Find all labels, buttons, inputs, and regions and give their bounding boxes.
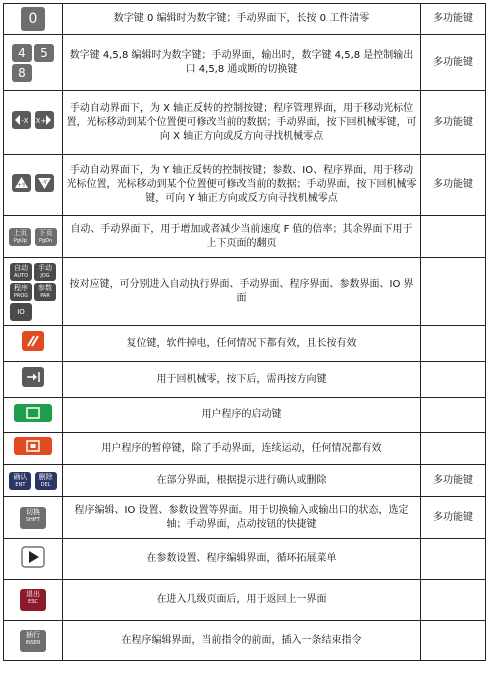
- io-key: IO: [10, 303, 32, 321]
- key-cell: [4, 621, 63, 661]
- page-up-key: 上页 PgUp: [9, 228, 31, 246]
- key-cell: [4, 326, 63, 362]
- table-row: [4, 362, 486, 398]
- mode-keys-group: [7, 263, 59, 321]
- key-cell: [4, 362, 63, 398]
- type-cell: [421, 398, 486, 433]
- key-cell: [4, 35, 63, 91]
- table-row: [4, 465, 486, 497]
- table-row: [4, 539, 486, 580]
- type-cell: 多功能键: [421, 4, 486, 35]
- y-axis-keys-icon: [11, 172, 55, 194]
- key-cell: [4, 155, 63, 216]
- table-row: [4, 580, 486, 621]
- description-cell: 自动、手动界面下，用于增加或者减少当前速度 F 值的倍率；其余界面下用于上下页面的翻页: [63, 216, 421, 258]
- key-cell: [4, 91, 63, 155]
- description-cell: 用户程序的暂停键，除了手动界面，连续运动，任何情况都有效: [63, 433, 421, 465]
- type-cell: 多功能键: [421, 91, 486, 155]
- type-cell: [421, 326, 486, 362]
- type-cell: [421, 580, 486, 621]
- key-cell: [4, 539, 63, 580]
- type-cell: [421, 362, 486, 398]
- description-cell: 复位键，软件掉电，任何情况下都有效，且长按有效: [63, 326, 421, 362]
- description-cell: 程序编辑、IO 设置、参数设置等界面。用于切换输入或输出口的状态，选定轴；手动界面，点动按钮的快捷键: [63, 497, 421, 539]
- jog-key: 手动 JOG: [34, 263, 56, 281]
- description-cell: 数字键 0 编辑时为数字键；手动界面下，长按 0 工件清零: [63, 4, 421, 35]
- key-cell: [4, 433, 63, 465]
- key-cell: [4, 465, 63, 497]
- key-function-table: [3, 3, 486, 661]
- type-cell: [421, 258, 486, 326]
- type-cell: 多功能键: [421, 155, 486, 216]
- type-cell: [421, 216, 486, 258]
- start-key-icon: [13, 403, 53, 423]
- number-keys-group: [12, 44, 54, 82]
- type-cell: 多功能键: [421, 497, 486, 539]
- type-cell: [421, 433, 486, 465]
- description-cell: 用户程序的启动键: [63, 398, 421, 433]
- x-axis-keys-icon: [11, 109, 55, 131]
- key-cell: [4, 258, 63, 326]
- description-cell: 按对应键，可分别进入自动执行界面、手动界面、程序界面、参数界面、IO 界面: [63, 258, 421, 326]
- table-row: [4, 216, 486, 258]
- description-cell: 在进入几级页面后，用于返回上一界面: [63, 580, 421, 621]
- type-cell: 多功能键: [421, 465, 486, 497]
- insert-key: 插行 INSER: [20, 630, 46, 652]
- page-down-key: 下页 PgDn: [35, 228, 57, 246]
- description-cell: 手动自动界面下，为 Y 轴正反转的控制按键；参数、IO、程序界面，用于移动光标位置，光标移动到某个位置便可修改当前的数据；手动界面，按下回机械零键，可向 Y 轴正方向或反方向寻找机械零点: [63, 155, 421, 216]
- home-key-icon: [21, 366, 45, 388]
- description-cell: 手动自动界面下，为 X 轴正反转的控制按键；程序管理界面，用于移动光标位置，光标移动到某个位置便可修改当前的数据；手动界面，按下回机械零键，可向 X 轴正方向或反方向寻找机械零点: [63, 91, 421, 155]
- key-4: 4: [12, 44, 32, 62]
- key-cell: [4, 398, 63, 433]
- table-row: [4, 326, 486, 362]
- pause-key-icon: [13, 436, 53, 456]
- key-cell: [4, 216, 63, 258]
- table-row: [4, 497, 486, 539]
- key-cell: [4, 4, 63, 35]
- description-cell: 在部分界面，根据提示进行确认或删除: [63, 465, 421, 497]
- svg-text:-X: -X: [21, 117, 29, 125]
- prog-key: 程序 PROG: [10, 283, 32, 301]
- description-cell: 数字键 4,5,8 编辑时为数字键；手动界面，输出时，数字键 4,5,8 是控制输出口 4,5,8 通或断的切换键: [63, 35, 421, 91]
- key-cell: [4, 580, 63, 621]
- par-key: 参数 PAR: [34, 283, 56, 301]
- table-row: [4, 433, 486, 465]
- svg-text:+Y: +Y: [17, 181, 26, 189]
- key-5: 5: [34, 44, 54, 62]
- table-row: [4, 621, 486, 661]
- description-cell: 在参数设置、程序编辑界面，循环拓展菜单: [63, 539, 421, 580]
- escape-key: 退出 ESC: [20, 589, 46, 611]
- table-row: [4, 398, 486, 433]
- reset-key-icon: [21, 330, 45, 352]
- table-row: [4, 91, 486, 155]
- delete-key: 删除 DEL: [35, 472, 57, 490]
- table-row: [4, 258, 486, 326]
- type-cell: [421, 621, 486, 661]
- table-row: [4, 35, 486, 91]
- description-cell: 在程序编辑界面，当前指令的前面，插入一条结束指令: [63, 621, 421, 661]
- type-cell: [421, 539, 486, 580]
- shift-key: 切换 SHIFT: [20, 507, 46, 529]
- key-cell: [4, 497, 63, 539]
- key-0: 0: [21, 7, 45, 31]
- description-cell: 用于回机械零，按下后，需再按方向键: [63, 362, 421, 398]
- table-row: [4, 4, 486, 35]
- play-key-icon: [21, 546, 45, 568]
- key-8: 8: [12, 64, 32, 82]
- table-row: [4, 155, 486, 216]
- svg-text:-Y: -Y: [41, 178, 48, 186]
- enter-key: 确认 ENT: [9, 472, 31, 490]
- auto-key: 自动 AUTO: [10, 263, 32, 281]
- type-cell: 多功能键: [421, 35, 486, 91]
- svg-text:X+: X+: [35, 117, 47, 125]
